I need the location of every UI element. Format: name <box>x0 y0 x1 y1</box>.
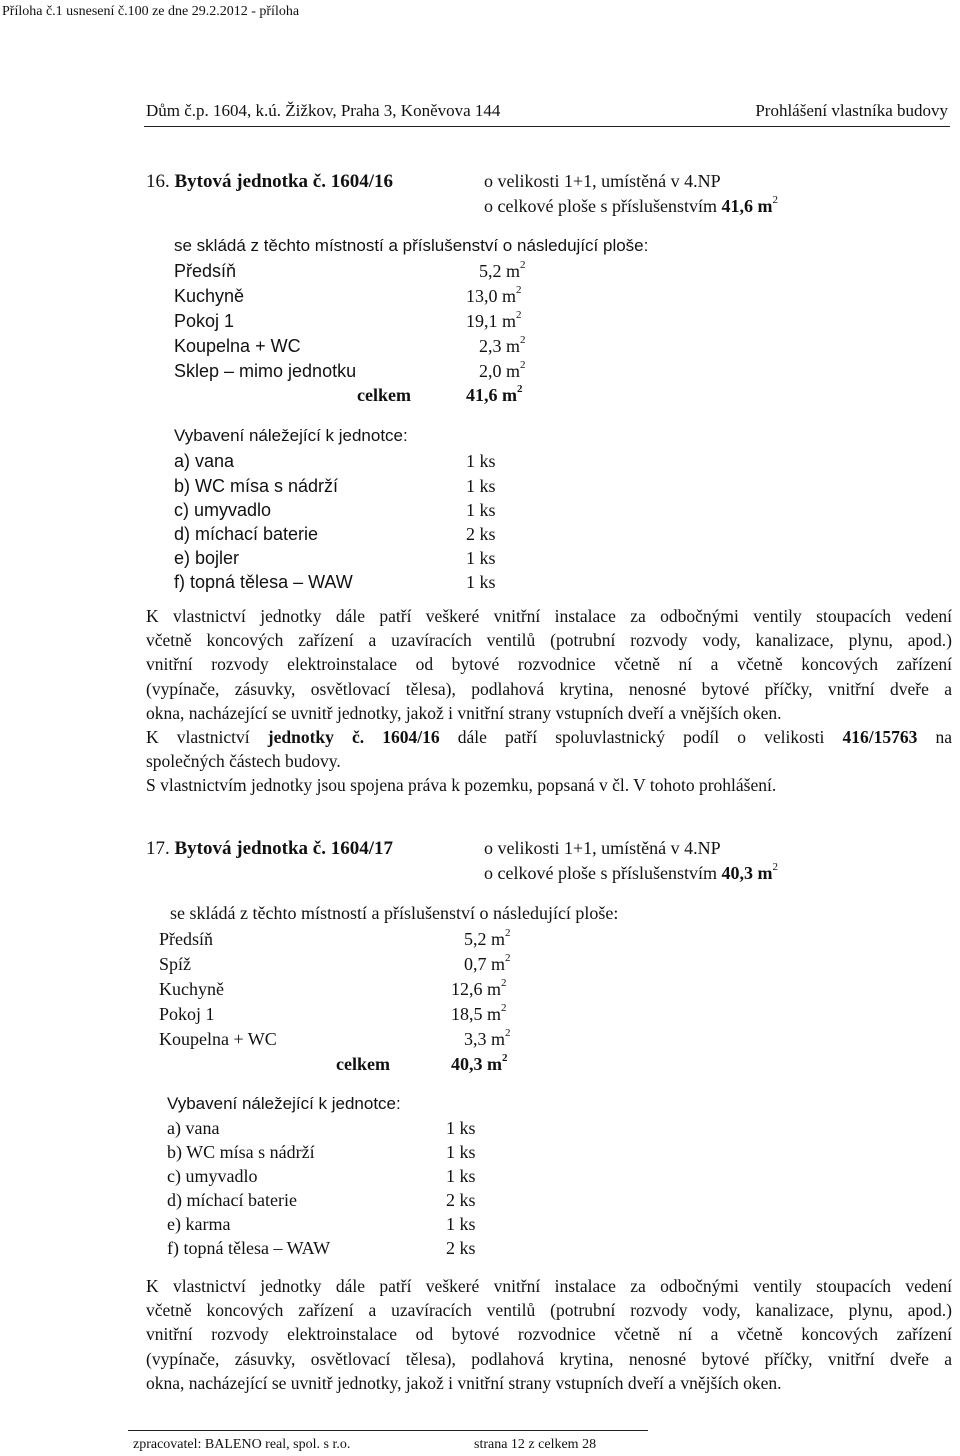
equipment-item: f) topná tělesa – WAW <box>167 1238 331 1258</box>
room-name: Kuchyně <box>159 979 224 999</box>
paragraph-line: (vypínače, zásuvky, osvětlovací tělesa), podlahová krytina, nenosné bytové příčky, vnitřní dveře a <box>146 678 952 699</box>
equipment-item: a) vana <box>167 1118 220 1138</box>
unit-17-rooms-intro: se skládá z těchto místností a příslušenství o následující ploše: <box>170 903 619 923</box>
footer-divider <box>128 1430 648 1431</box>
room-name: Kuchyně <box>174 286 245 306</box>
room-name: Spíž <box>159 954 192 974</box>
equipment-qty: 1 ks <box>446 1214 476 1234</box>
room-area: 18,5 $m^2$ <box>451 1002 507 1024</box>
room-name: Pokoj 1 <box>159 1004 215 1024</box>
equipment-item: a) vana <box>174 451 235 471</box>
paragraph-line: vnitřní rozvody elektroinstalace od bytové rozvodnice včetně ní a včetně koncových zařízení <box>146 654 952 675</box>
share-line: K vlastnictví jednotky č. 1604/16 dále patří spoluvlastnický podíl o velikosti 416/15763 na <box>146 727 953 748</box>
equipment-qty: 1 ks <box>466 548 496 568</box>
unit-17-area-sup: 2 <box>772 861 778 873</box>
unit-17-ownership-paragraph <box>146 1274 952 1395</box>
room-name: Předsíň <box>159 929 213 949</box>
unit-17-name: Bytová jednotka č. 1604/17 <box>174 838 393 859</box>
room-name: Sklep – mimo jednotku <box>174 361 357 381</box>
unit-16-share-unit: jednotky č. 1604/16 <box>267 727 440 748</box>
paragraph-line: K vlastnictví jednotky dále patří veškeré vnitřní instalace za odbočnými ventily stoupacích vedení <box>146 606 952 626</box>
unit-16-total-label: celkem <box>357 385 411 405</box>
equipment-qty: 1 ks <box>446 1118 476 1138</box>
header-divider <box>144 126 950 127</box>
unit-16-number: 16. <box>146 171 175 192</box>
equipment-qty: 2 ks <box>446 1238 476 1258</box>
unit-16-share-fraction: 416/15763 <box>842 727 918 748</box>
footer-author: zpracovatel: BALENO real, spol. s r.o. <box>133 1437 351 1452</box>
land-rights-line: S vlastnictvím jednotky jsou spojena práva k pozemku, popsaná v čl. V tohoto prohlášení. <box>146 775 777 796</box>
room-area: 0,7 $m^2$ <box>464 952 511 974</box>
equipment-qty: 1 ks <box>446 1166 476 1186</box>
unit-16-area-label: o celkové ploše s příslušenstvím <box>484 196 722 216</box>
unit-17-total-label: celkem <box>336 1054 390 1074</box>
unit-17-number: 17. <box>146 838 175 859</box>
unit-16-area-value: 41,6 m <box>721 196 773 216</box>
equipment-item: d) míchací baterie <box>174 524 319 544</box>
paragraph-line: okna, nacházející se uvnitř jednotky, jakož i vnitřní strany vstupních dveří a vnějších oken. <box>146 1372 782 1393</box>
equipment-item: e) bojler <box>174 548 240 568</box>
room-area: 12,6 $m^2$ <box>451 977 507 999</box>
attachment-note: Příloha č.1 usnesení č.100 ze dne 29.2.2012 - příloha <box>2 4 300 19</box>
unit-16-title <box>146 171 393 193</box>
room-name: Koupelna + WC <box>159 1029 277 1049</box>
paragraph-line: včetně koncových zařízení a uzavíracích ventilů (potrubní rozvody vody, kanalizace, plynu, apod.) <box>146 1300 952 1321</box>
room-area: 2,0 $m^2$ <box>479 359 526 381</box>
room-area: 5,2 $m^2$ <box>479 259 526 281</box>
equipment-item: c) umyvadlo <box>167 1166 258 1186</box>
unit-17-area-label: o celkové ploše s příslušenstvím <box>484 863 722 883</box>
unit-16-total-value: 41,6 $m^2$ <box>466 383 523 405</box>
equipment-item: b) WC mísa s nádrží <box>167 1142 315 1162</box>
equipment-qty: 1 ks <box>466 500 496 520</box>
room-area: 5,2 $m^2$ <box>464 927 511 949</box>
room-name: Pokoj 1 <box>174 311 235 331</box>
equipment-qty: 2 ks <box>466 524 496 544</box>
paragraph-line: včetně koncových zařízení a uzavíracích ventilů (potrubní rozvody vody, kanalizace, plynu, apod.) <box>146 630 952 651</box>
room-area: 2,3 $m^2$ <box>479 334 526 356</box>
unit-17-title <box>146 838 393 860</box>
unit-16-equipment-intro: Vybavení náležející k jednotce: <box>174 426 408 445</box>
paragraph-line: okna, nacházející se uvnitř jednotky, jakož i vnitřní strany vstupních dveří a vnějších oken. <box>146 702 782 723</box>
equipment-qty: 1 ks <box>466 572 496 592</box>
unit-17-area <box>484 863 778 884</box>
room-name: Koupelna + WC <box>174 336 301 356</box>
room-name: Předsíň <box>174 261 237 281</box>
unit-17-equipment-intro: Vybavení náležející k jednotce: <box>167 1094 401 1113</box>
header-document-title: Prohlášení vlastníka budovy <box>755 101 948 120</box>
equipment-item: d) míchací baterie <box>167 1190 297 1210</box>
unit-17-area-value: 40,3 m <box>721 863 773 883</box>
equipment-item: e) karma <box>167 1214 231 1234</box>
room-area: 19,1 $m^2$ <box>466 309 522 331</box>
equipment-qty: 1 ks <box>446 1142 476 1162</box>
footer-page-number: strana 12 z celkem 28 <box>474 1437 597 1452</box>
paragraph-line: K vlastnictví jednotky dále patří veškeré vnitřní instalace za odbočnými ventily stoupacích vedení <box>146 1276 952 1296</box>
unit-17-total-value: 40,3 $m^2$ <box>451 1052 508 1074</box>
paragraph-line: vnitřní rozvody elektroinstalace od bytové rozvodnice včetně ní a včetně koncových zařízení <box>146 1324 952 1345</box>
room-area: 3,3 $m^2$ <box>464 1027 511 1049</box>
unit-16-area <box>484 196 778 217</box>
share-line-continued: společných částech budovy. <box>146 751 341 772</box>
header-address: Dům č.p. 1604, k.ú. Žižkov, Praha 3, Koněvova 144 <box>146 101 501 120</box>
unit-16-area-sup: 2 <box>772 194 778 206</box>
equipment-item: b) WC mísa s nádrží <box>174 476 339 496</box>
equipment-qty: 2 ks <box>446 1190 476 1210</box>
room-area: 13,0 $m^2$ <box>466 284 522 306</box>
unit-16-name: Bytová jednotka č. 1604/16 <box>174 171 393 192</box>
equipment-item: f) topná tělesa – WAW <box>174 572 353 592</box>
equipment-qty: 1 ks <box>466 476 496 496</box>
unit-17-size: o velikosti 1+1, umístěná v 4.NP <box>484 838 721 858</box>
equipment-qty: 1 ks <box>466 451 496 471</box>
equipment-item: c) umyvadlo <box>174 500 272 520</box>
paragraph-line: (vypínače, zásuvky, osvětlovací tělesa), podlahová krytina, nenosné bytové příčky, vnitřní dveře a <box>146 1348 952 1369</box>
unit-16-rooms-intro: se skládá z těchto místností a příslušenství o následující ploše: <box>174 236 649 255</box>
unit-16-size: o velikosti 1+1, umístěná v 4.NP <box>484 171 721 191</box>
unit-16-ownership-paragraph <box>146 604 952 798</box>
